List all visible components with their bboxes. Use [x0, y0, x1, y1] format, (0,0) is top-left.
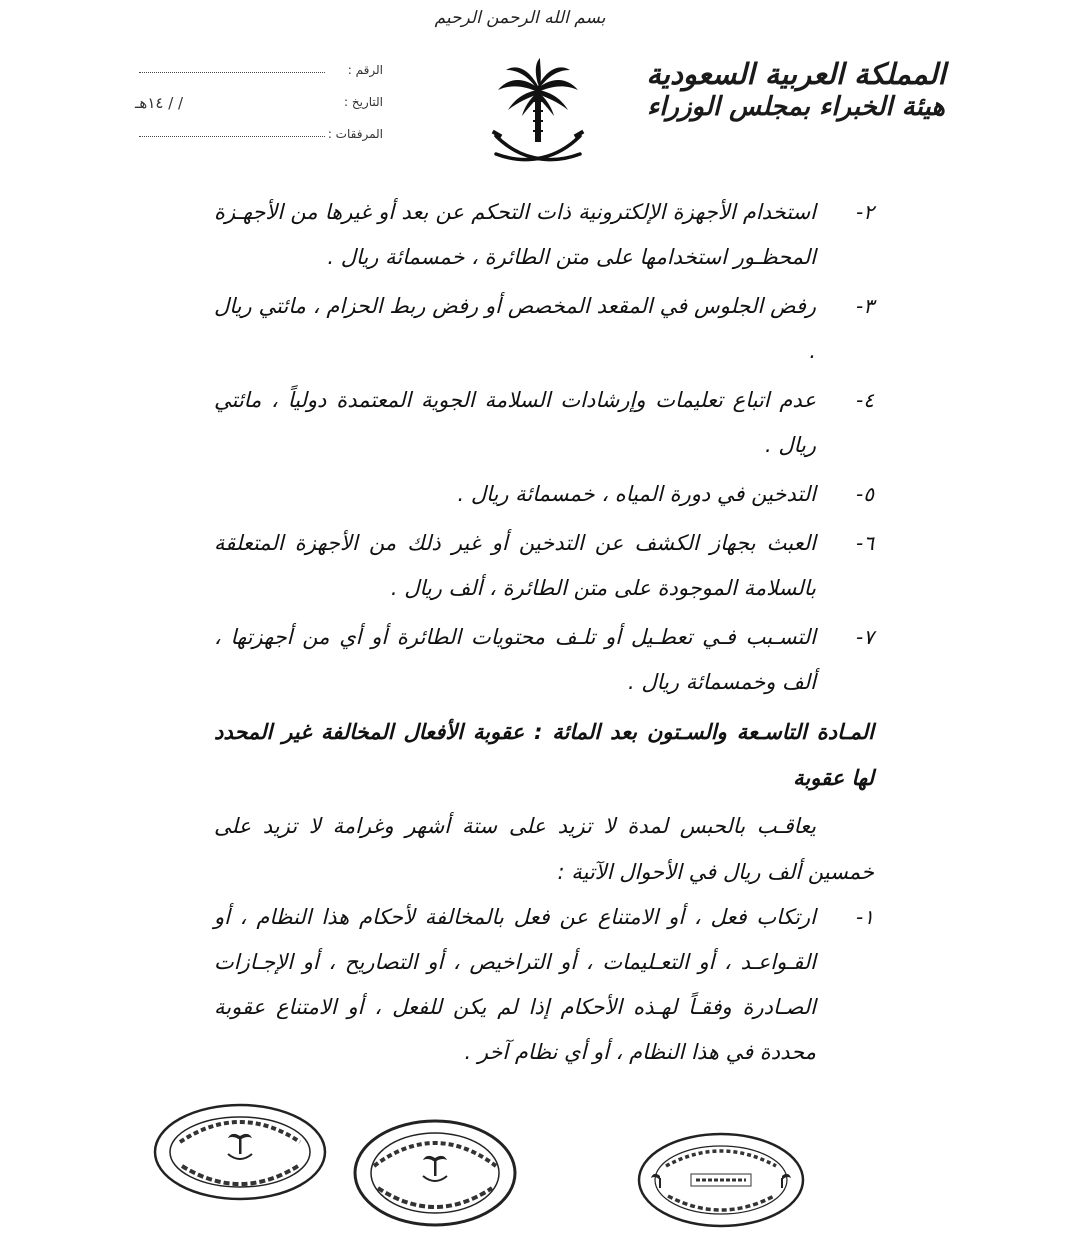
document-body — [214, 190, 874, 1079]
date-row — [135, 92, 395, 124]
saudi-emblem-icon — [488, 58, 588, 178]
reference-number-label: الرقم : — [347, 63, 383, 77]
attachments-row — [135, 124, 395, 156]
org-line-1: المملكة العربية السعودية — [646, 57, 946, 91]
item-text: عدم اتباع تعليمات وإرشادات السلامة الجوية المعتمدة دولياً ، مائتي ريال . — [214, 388, 816, 457]
attachments-label: المرفقات : — [327, 127, 383, 141]
list-item — [214, 615, 874, 705]
list-item — [214, 284, 874, 374]
stamp-general-secretariat — [352, 1118, 518, 1228]
date-value: ١٤هـ / / — [135, 94, 184, 112]
item-text: استخدام الأجهزة الإلكترونية ذات التحكم عن بعد أو غيرها من الأجهـزة المحظـور استخدامها على متن الطائرة ، خمسمائة ريال . — [214, 200, 816, 269]
stamp-true-copy — [636, 1130, 806, 1230]
item-number: ٧- — [856, 625, 874, 649]
list-item — [214, 378, 874, 468]
basmala: بسم الله الرحمن الرحيم — [434, 8, 606, 28]
date-label: التاريخ : — [343, 95, 383, 109]
org-line-2: هيئة الخبراء بمجلس الوزراء — [646, 92, 945, 123]
attachments-line — [139, 136, 325, 137]
list-item — [214, 895, 874, 1075]
list-item — [214, 472, 874, 517]
item-number: ٤- — [856, 388, 874, 412]
article-intro: يعاقـب بالحبس لمدة لا تزيد على ستة أشهر وغرامة لا تزيد على خمسين ألف ريال في الأحوال الآتية : — [214, 814, 874, 884]
list-item — [214, 521, 874, 611]
seal-icon — [352, 1118, 518, 1228]
item-number: ٥- — [856, 482, 874, 506]
reference-number-line — [139, 72, 325, 73]
item-number: ٣- — [856, 294, 874, 318]
reference-block — [135, 60, 395, 156]
item-number: ١- — [856, 905, 874, 929]
seal-icon — [636, 1130, 806, 1230]
stamp-experts-commission — [152, 1102, 328, 1202]
item-text: التسـبب فـي تعطـيل أو تلـف محتويات الطائرة أو أي من أجهزتها ، ألف وخمسمائة ريال . — [214, 625, 816, 694]
reference-number-row — [135, 60, 395, 92]
item-text: التدخين في دورة المياه ، خمسمائة ريال . — [457, 482, 816, 506]
item-text: ارتكاب فعل ، أو الامتناع عن فعل بالمخالفة لأحكام هذا النظام ، أو القـواعـد ، أو التعـليمات ، أو التراخيص ، أو التصاريح ، أو الإجـازات الصـادرة وفقـاً لهـذه الأحكام إذا لم يكن للفعل ، أو الامتناع عقوبة محددة في هذا النظام ، أو أي نظام آخر . — [214, 905, 816, 1064]
organization-header — [646, 58, 946, 123]
item-text: رفض الجلوس في المقعد المخصص أو رفض ربط الحزام ، مائتي ريال . — [214, 294, 816, 363]
article-title: المـادة التاسـعة والسـتون بعد المائة : عقوبة الأفعال المخالفة غير المحدد لها عقوبة — [214, 720, 874, 790]
item-number: ٢- — [856, 200, 874, 224]
seal-icon — [152, 1102, 328, 1202]
list-item — [214, 190, 874, 280]
item-number: ٦- — [856, 531, 874, 555]
item-text: العبث بجهاز الكشف عن التدخين أو غير ذلك من الأجهزة المتعلقة بالسلامة الموجودة على متن الطائرة ، ألف ريال . — [214, 531, 816, 600]
